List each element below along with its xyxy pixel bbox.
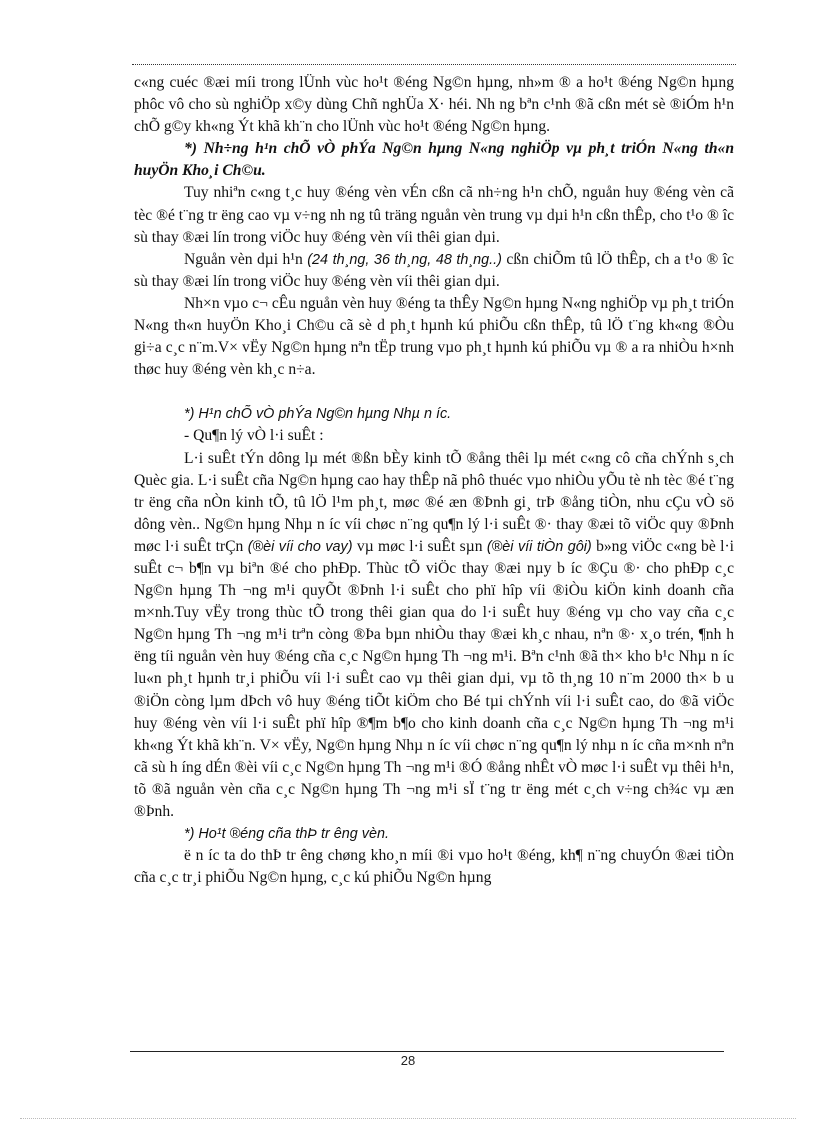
footer-dotted-rule (20, 1118, 796, 1119)
term-durations: (24 th¸ng, 36 th¸ng, 48 th¸ng..) (307, 251, 502, 268)
section-heading-capital-market: *) Ho¹t ®éng cña thÞ tr êng vèn. (184, 826, 389, 843)
section-heading-agribank-limitations: *) Nh÷ng h¹n chÕ vÒ phÝa Ng©n hµng N«ng nghiÖp vµ ph¸t triÓn N«ng th«n huyÖn Kho¸i Ch©u. (134, 140, 734, 180)
paragraph-capital-structure: Nh×n vµo c¬ cÊu nguån vèn huy ®éng ta thÊy Ng©n hµng N«ng nghiÖp vµ ph¸t triÓn N«ng th«n huyÖn Kho¸i Ch©u cã sè d ph¸t hµnh kú phiÕu cßn thÊp, tû lÖ t¨ng kh«ng ®Òu gi÷a c¸c n¨m.V× vËy Ng©n hµng nªn tËp trung vµo ph¸t hµnh kú phiÕu vµ ® a ra nhiÒu h×nh thøc huy ®éng vèn kh¸c n÷a. (134, 294, 734, 379)
paragraph-intro: c«ng cuéc ®æi míi trong lÜnh vùc ho¹t ®éng Ng©n hµng, nh»m ® a ho¹t ®éng Ng©n hµng phôc vô cho sù nghiÖp x©y dùng Chñ nghÜa X· héi. Nh ng bªn c¹nh ®ã cßn mét sè ®iÓm h¹n chÕ g©y kh«ng Ýt khã kh¨n cho lÜnh vùc ho¹t ®éng Ng©n hµng. (134, 74, 734, 136)
text-run: b»ng viÖc c«ng bè l·i suÊt c¬ b¶n vµ biªn ®é cho phÐp. Thùc tÕ viÖc thay ®æi nµy b íc ®Çu ®· cho phÐp c¸c Ng©n hµng Th ¬ng m¹i quyÕt ®Þnh l·i suÊt cho phï hîp víi ®iÒu kiÖn kinh doanh cña m×nh.Tuy vËy trong thùc tÕ trong thêi gian qua do l·i suÊt huy ®éng vµ cho vay cña c¸c Ng©n hµng Th ¬ng m¹i trªn còng ®Þa bµn nhiÒu thay ®æi kh¸c nhau, nªn ®· x¸o trén, ¶nh h ëng tíi nguån vèn huy ®éng cña c¸c Ng©n hµng Th ¬ng m¹i. Bªn c¹nh ®ã th× kho b¹c Nhµ n íc lu«n ph¸t hµnh tr¸i phiÕu víi l·i suÊt cao vµ thêi gian dµi, vµ tõ th¸ng 10 n¨m 2000 th× b u ®iÖn còng lµm dÞch vô huy ®éng tiÕt kiÖm cho Bé tµi chÝnh víi l·i suÊt cao, do ®ã viÖc huy ®éng vèn víi l·i suÊt phï hîp ®¶m b¶o cho kinh doanh cña c¸c Ng©n hµng Th ¬ng m¹i kh«ng Ýt khã kh¨n. V× vËy, Ng©n hµng Nhµ n íc víi chøc n¨ng qu¶n lý nhµ n íc cña m×nh nªn cã sù h íng dÉn ®èi víi c¸c Ng©n hµng Th ¬ng m¹i ®Ó ®ång nhÊt vÒ møc l·i suÊt vµ thêi h¹n, tõ ®ã nguån vèn cña c¸c Ng©n hµng Th ¬ng m¹i sÏ t¨ng tr ëng mét c¸ch v÷ng ch¾c vµ æn ®Þnh. (134, 537, 735, 820)
header-dotted-rule (132, 64, 736, 65)
paragraph-spacer (134, 381, 734, 403)
paragraph-long-term-capital (134, 249, 734, 293)
footer-rule (130, 1051, 724, 1052)
paragraph-mobilization-limits: Tuy nhiªn c«ng t¸c huy ®éng vèn vÉn cßn cã nh÷ng h¹n chÕ, nguån huy ®éng vèn cã tèc ®é t¨ng tr ëng cao vµ v÷ng nh ng tû träng nguån vèn trung vµ dµi h¹n cßn thÊp, cho t¹o ® îc sù thay ®æi lín trong viÖc huy ®éng vèn víi thêi gian dµi. (134, 184, 734, 246)
subheading-interest-management: - Qu¶n lý vÒ l·i suÊt : (184, 427, 324, 445)
text-run: L·i suÊt tÝn dông lµ mét ®ßn bÈy kinh tÕ ®ång thêi lµ mét c«ng cô cña chÝnh s¸ch Quèc gia. L·i suÊt cña Ng©n hµng cao hay thÊp nã phô thuéc vµo nhiÒu yÕu tè nh tèc ®é t¨ng tr ëng cña nÒn kinh tÕ, tû lÖ l¹m ph¸t, møc ®é æn ®Þnh gi¸ trÞ ®ång tiÒn, nhu cÇu vÒ sö dông vèn.. Ng©n hµng Nhµ n íc víi chøc n¨ng qu¶n lý l·i suÊt ®· thay ®æi tõ viÖc quy ®Þnh møc l·i suÊt trÇn (134, 449, 734, 555)
text-run: cßn chiÕm tû lÖ thÊp, ch a t¹o ® îc sù thay ®æi lín trong viÖc huy ®éng vèn víi thêi gian dµi. (134, 250, 734, 290)
text-run: Nguån vèn dµi h¹n (184, 250, 308, 268)
note-for-deposits: (®èi víi tiÒn gôi) (486, 538, 592, 555)
paragraph-interest-rates (134, 448, 734, 824)
page-number: 28 (400, 1053, 416, 1068)
section-heading-state-bank: *) H¹n chÕ vÒ phÝa Ng©n hµng Nhµ n íc. (184, 406, 452, 423)
text-run: vµ møc l·i suÊt sµn (352, 537, 487, 555)
document-body (134, 72, 734, 889)
note-for-loans: (®èi víi cho vay) (247, 538, 353, 555)
paragraph-securities-market: ë n íc ta do thÞ tr êng chøng kho¸n míi ®i vµo ho¹t ®éng, kh¶ n¨ng chuyÓn ®æi tiÒn cña c¸c tr¸i phiÕu Ng©n hµng, c¸c kú phiÕu Ng©n hµng (134, 847, 734, 887)
